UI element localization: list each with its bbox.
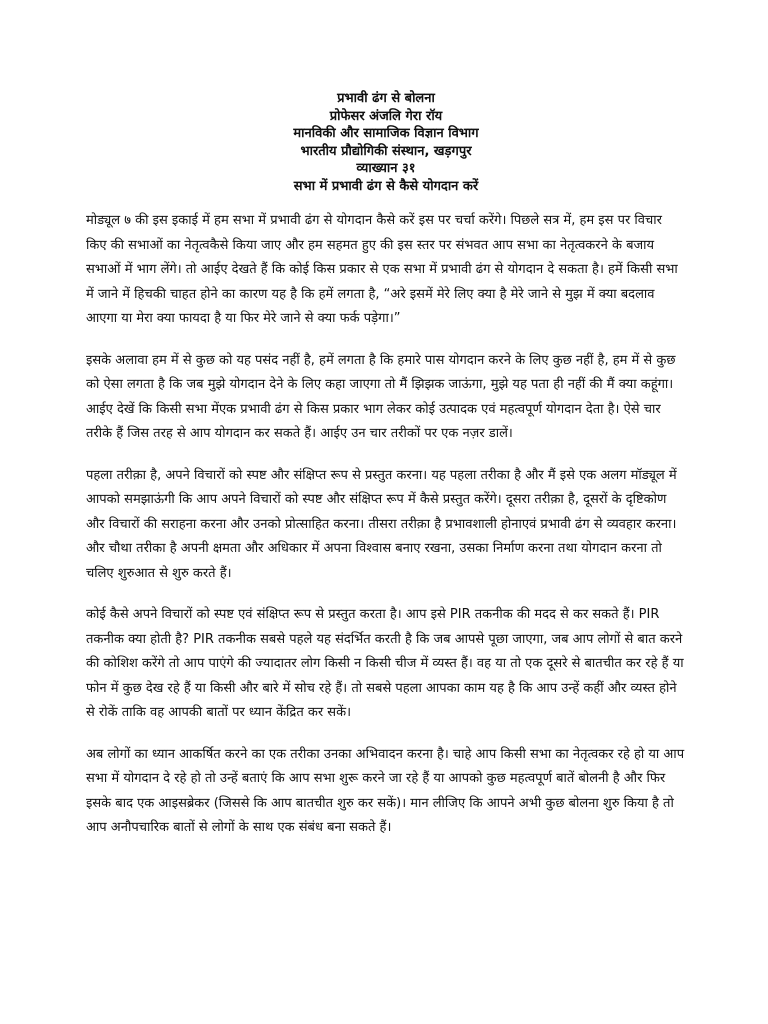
- lecture-number: व्याख्यान ३१: [356, 161, 416, 176]
- paragraph-3: पहला तरीक़ा है, अपने विचारों को स्पष्ट और संक्षिप्त रूप से प्रस्तुत करना। यह पहला तरीका है और मैं इसे एक अलग मॉड्यूल में आपको समझाऊंगी कि आप अपने विचारों को स्पष्ट और संक्षिप्त रूप में कैसे प्रस्तुत करेंगे। दूसरा तरीक़ा है, दूसरों के दृष्टिकोण और विचारों की सराहना करना और उनको प्रोत्साहित करना। तीसरा तरीक़ा है प्रभावशाली होनाएवं प्रभावी ढंग से व्यवहार करना। और चौथा तरीका है अपनी क्षमता और अधिकार में अपना विश्वास बनाए रखना, उसका निर्माण करना तथा योगदान करना तो चलिए शुरुआत से शुरु करते हैं।: [86, 467, 677, 581]
- paragraph-4: कोई कैसे अपने विचारों को स्पष्ट एवं संक्षिप्त रूप से प्रस्तुत करता है। आप इसे PIR तकनीक की मदद से कर सकते हैं। PIR तकनीक क्या होती है? PIR तकनीक सबसे पहले यह संदर्भित करती है कि जब आपसे पूछा जाएगा, जब आप लोगों से बात करने की कोशिश करेंगे तो आप पाएंगे की ज्यादातर लोग किसी न किसी चीज में व्यस्त हैं। वह या तो एक दूसरे से बातचीत कर रहे हैं या फोन में कुछ देख रहे हैं या किसी और बारे में सोच रहे हैं। तो सबसे पहला आपका काम यह है कि आप उन्हें कहीं और व्यस्त होने से रोकें ताकि वह आपकी बातों पर ध्यान केंद्रित कर सकें।: [86, 607, 684, 720]
- professor-name: प्रोफेसर अंजलि गेरा रॉय: [329, 108, 443, 124]
- document-heading: [86, 90, 686, 195]
- institute-name: भारतीय प्रौद्योगिकी संस्थान, खड़गपुर: [300, 143, 472, 159]
- lecture-title: सभा में प्रभावी ढंग से कैसे योगदान करें: [293, 178, 479, 194]
- lecture-course-title: प्रभावी ढंग से बोलना: [337, 91, 435, 106]
- document-page: [86, 90, 686, 858]
- department-name: मानविकी और सामाजिक विज्ञान विभाग: [293, 126, 479, 141]
- paragraph-5: अब लोगों का ध्यान आकर्षित करने का एक तरीका उनका अभिवादन करना है। चाहे आप किसी सभा का नेतृत्वकर रहे हो या आप सभा में योगदान दे रहे हो तो उन्हें बताएं कि आप सभा शुरू करने जा रहे हैं या आपको कुछ महत्वपूर्ण बातें बोलनी है और फिर इसके बाद एक आइसब्रेकर (जिससे कि आप बातचीत शुरु कर सकें)। मान लीजिए कि आपने अभी कुछ बोलना शुरु किया है तो आप अनौपचारिक बातों से लोगों के साथ एक संबंध बना सकते हैं।: [86, 746, 685, 835]
- paragraph-1: मोड्यूल ७ की इस इकाई में हम सभा में प्रभावी ढंग से योगदान कैसे करें इस पर चर्चा करेंगे। पिछले सत्र में, हम इस पर विचार किए की सभाओं का नेतृत्वकैसे किया जाए और हम सहमत हुए की इस स्तर पर संभवत आप सभा का नेतृत्वकरने के बजाय सभाओं में भाग लेंगे। तो आईए देखते हैं कि कोई किस प्रकार से एक सभा में प्रभावी ढंग से योगदान दे सकता है। हमें किसी सभा में जाने में हिचकी चाहत होने का कारण यह है कि हमें लगता है, “अरे इसमें मेरे लिए क्या है मेरे जाने से मुझ में क्या बदलाव आएगा या मेरा क्या फायदा है या फिर मेरे जाने से क्या फर्क पड़ेगा।”: [86, 213, 678, 326]
- paragraph-2: इसके अलावा हम में से कुछ को यह पसंद नहीं है, हमें लगता है कि हमारे पास योगदान करने के लिए कुछ नहीं है, हम में से कुछ को ऐसा लगता है कि जब मुझे योगदान देने के लिए कहा जाएगा तो मैं झिझक जाऊंगा, मुझे यह पता ही नहीं की मैं क्या कहूंगा। आईए देखें कि किसी सभा मेंएक प्रभावी ढंग से किस प्रकार भाग लेकर कोई उत्पादक एवं महत्वपूर्ण योगदान देता है। ऐसे चार तरीके हैं जिस तरह से आप योगदान कर सकते हैं। आईए उन चार तरीकों पर एक नज़र डालें।: [86, 352, 676, 441]
